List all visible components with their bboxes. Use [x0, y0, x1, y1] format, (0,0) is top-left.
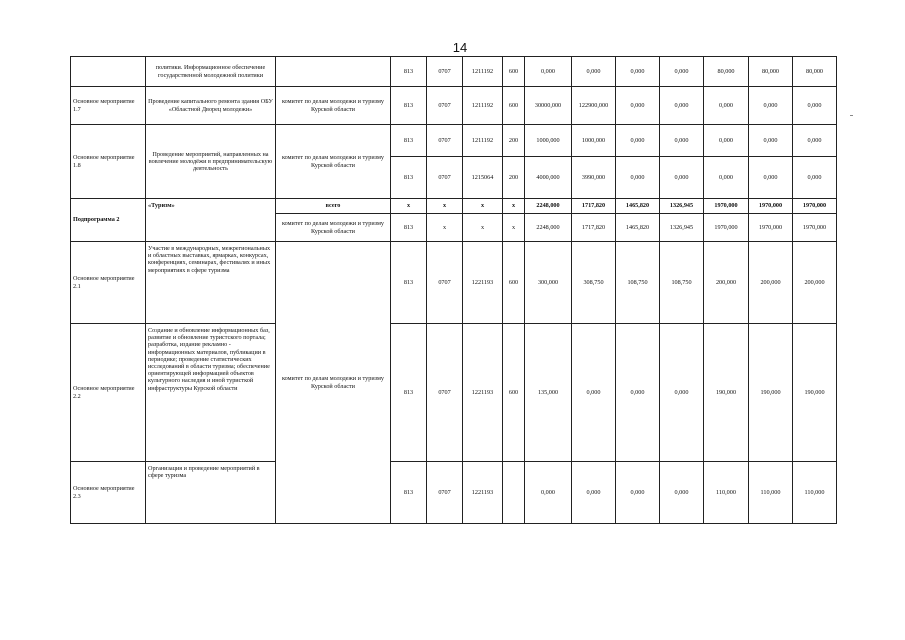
executor-total: всего	[276, 199, 391, 214]
value-cell: 0,000	[793, 157, 837, 199]
value-cell: 0,000	[749, 125, 793, 157]
value-cell: 1326,945	[660, 199, 704, 214]
section-cell: 0707	[427, 125, 463, 157]
activity-name: Проведение капитального ремонта здания ОБУ «Областной Дворец молодежи»	[146, 87, 276, 125]
value-cell: 108,750	[660, 242, 704, 324]
value-cell: 200,000	[704, 242, 749, 324]
expense-type-cell: 600	[503, 57, 525, 87]
value-cell: 110,000	[704, 462, 749, 524]
grbs-cell: 813	[391, 87, 427, 125]
expense-type-cell: 600	[503, 87, 525, 125]
section-cell: 0707	[427, 87, 463, 125]
executor-cell: комитет по делам молодежи и туризму Курской области	[276, 125, 391, 199]
grbs-cell: x	[391, 199, 427, 214]
section-cell: 0707	[427, 57, 463, 87]
table-row	[71, 324, 837, 462]
subprogram-name: «Туризм»	[146, 199, 276, 242]
target-article-cell: 1221193	[463, 462, 503, 524]
value-cell: 0,000	[616, 462, 660, 524]
target-article-cell: 1221193	[463, 242, 503, 324]
page-number: 14	[452, 40, 468, 55]
value-cell: 2248,000	[525, 214, 572, 242]
value-cell: 200,000	[793, 242, 837, 324]
value-cell: 4000,000	[525, 157, 572, 199]
value-cell: 0,000	[572, 462, 616, 524]
row-label: Основное мероприятие 2.1	[71, 242, 146, 324]
grbs-cell: 813	[391, 462, 427, 524]
value-cell: 1326,945	[660, 214, 704, 242]
value-cell: 0,000	[749, 157, 793, 199]
target-article-cell: x	[463, 199, 503, 214]
value-cell: 0,000	[660, 157, 704, 199]
subprogram-label: Подпрограмма 2	[71, 199, 146, 242]
value-cell: 1000,000	[525, 125, 572, 157]
activity-name: Участие в международных, межрегиональных и областных выставках, ярмарках, конкурсах, конференциях, семинарах, фестивалях и иных мероприятиях в сфере туризма	[146, 242, 276, 324]
value-cell: 1717,820	[572, 199, 616, 214]
expense-type-cell	[503, 462, 525, 524]
grbs-cell: 813	[391, 57, 427, 87]
value-cell: 1970,000	[793, 199, 837, 214]
value-cell: 1970,000	[749, 199, 793, 214]
value-cell: 0,000	[704, 125, 749, 157]
expense-type-cell: x	[503, 199, 525, 214]
value-cell: 190,000	[749, 324, 793, 462]
table-row	[71, 125, 837, 157]
value-cell: 0,000	[793, 125, 837, 157]
value-cell: 30000,000	[525, 87, 572, 125]
row-label: Основное мероприятие 1.7	[71, 87, 146, 125]
value-cell: 80,000	[704, 57, 749, 87]
value-cell: 190,000	[793, 324, 837, 462]
value-cell: 308,750	[572, 242, 616, 324]
grbs-cell: 813	[391, 242, 427, 324]
value-cell: 0,000	[616, 87, 660, 125]
value-cell: 0,000	[660, 57, 704, 87]
executor-cell: комитет по делам молодежи и туризму Курской области	[276, 242, 391, 524]
table-row	[71, 87, 837, 125]
value-cell: 1717,820	[572, 214, 616, 242]
grbs-cell: 813	[391, 214, 427, 242]
value-cell: 1970,000	[749, 214, 793, 242]
value-cell: 200,000	[749, 242, 793, 324]
value-cell: 1970,000	[704, 199, 749, 214]
table-row	[71, 242, 837, 324]
section-cell: 0707	[427, 324, 463, 462]
value-cell: 300,000	[525, 242, 572, 324]
value-cell: 1465,820	[616, 199, 660, 214]
scan-mark	[850, 115, 853, 116]
activity-name: Создание и обновление информационных баз, развитие и обновление туристского портала; разработка, издание рекламно - информационных материалов, публикации в периодике; проведение статистических исследований в области туризма; обеспечение ориентирующей информацией объектов культурного наследия и иной туристкой инфраструктуры Курской области	[146, 324, 276, 462]
section-cell: 0707	[427, 242, 463, 324]
grbs-cell: 813	[391, 125, 427, 157]
value-cell: 108,750	[616, 242, 660, 324]
value-cell: 1465,820	[616, 214, 660, 242]
executor-cell: комитет по делам молодежи и туризму Курской области	[276, 87, 391, 125]
target-article-cell: 1211192	[463, 57, 503, 87]
activity-name: политики. Информационное обеспечение государственной молодежной политики	[146, 57, 276, 87]
value-cell: 2248,000	[525, 199, 572, 214]
value-cell: 190,000	[704, 324, 749, 462]
value-cell: 1000,000	[572, 125, 616, 157]
expense-type-cell: 600	[503, 324, 525, 462]
value-cell: 0,000	[572, 57, 616, 87]
section-cell: x	[427, 199, 463, 214]
target-article-cell: 1211192	[463, 125, 503, 157]
target-article-cell: 1211192	[463, 87, 503, 125]
target-article-cell: 1215064	[463, 157, 503, 199]
table-row	[71, 199, 837, 214]
value-cell: 122900,000	[572, 87, 616, 125]
row-label: Основное мероприятие 1.8	[71, 125, 146, 199]
activity-name: Проведение мероприятий, направленных на вовлечение молодёжи в предпринимательскую деятельность	[146, 125, 276, 199]
value-cell: 1970,000	[793, 214, 837, 242]
section-cell: 0707	[427, 157, 463, 199]
value-cell: 80,000	[793, 57, 837, 87]
value-cell: 0,000	[525, 462, 572, 524]
expense-type-cell: 200	[503, 125, 525, 157]
row-label: Основное мероприятие 2.3	[71, 462, 146, 524]
value-cell: 0,000	[616, 324, 660, 462]
budget-table	[70, 56, 837, 524]
value-cell: 3990,000	[572, 157, 616, 199]
value-cell: 0,000	[704, 157, 749, 199]
target-article-cell: x	[463, 214, 503, 242]
value-cell: 110,000	[749, 462, 793, 524]
grbs-cell: 813	[391, 157, 427, 199]
grbs-cell: 813	[391, 324, 427, 462]
expense-type-cell: 600	[503, 242, 525, 324]
expense-type-cell: 200	[503, 157, 525, 199]
table-row	[71, 462, 837, 524]
table-row	[71, 57, 837, 87]
row-label: Основное мероприятие 2.2	[71, 324, 146, 462]
value-cell: 0,000	[793, 87, 837, 125]
value-cell: 1970,000	[704, 214, 749, 242]
value-cell: 0,000	[704, 87, 749, 125]
expense-type-cell: x	[503, 214, 525, 242]
section-cell: 0707	[427, 462, 463, 524]
value-cell: 0,000	[660, 462, 704, 524]
value-cell: 80,000	[749, 57, 793, 87]
value-cell: 0,000	[525, 57, 572, 87]
target-article-cell: 1221193	[463, 324, 503, 462]
value-cell: 0,000	[749, 87, 793, 125]
section-cell: x	[427, 214, 463, 242]
value-cell: 0,000	[616, 125, 660, 157]
executor-cell: комитет по делам молодежи и туризму Курской области	[276, 214, 391, 242]
value-cell: 110,000	[793, 462, 837, 524]
value-cell: 135,000	[525, 324, 572, 462]
value-cell: 0,000	[572, 324, 616, 462]
value-cell: 0,000	[660, 324, 704, 462]
activity-name: Организация и проведение мероприятий в сфере туризма	[146, 462, 276, 524]
value-cell: 0,000	[616, 57, 660, 87]
value-cell: 0,000	[660, 125, 704, 157]
value-cell: 0,000	[660, 87, 704, 125]
value-cell: 0,000	[616, 157, 660, 199]
